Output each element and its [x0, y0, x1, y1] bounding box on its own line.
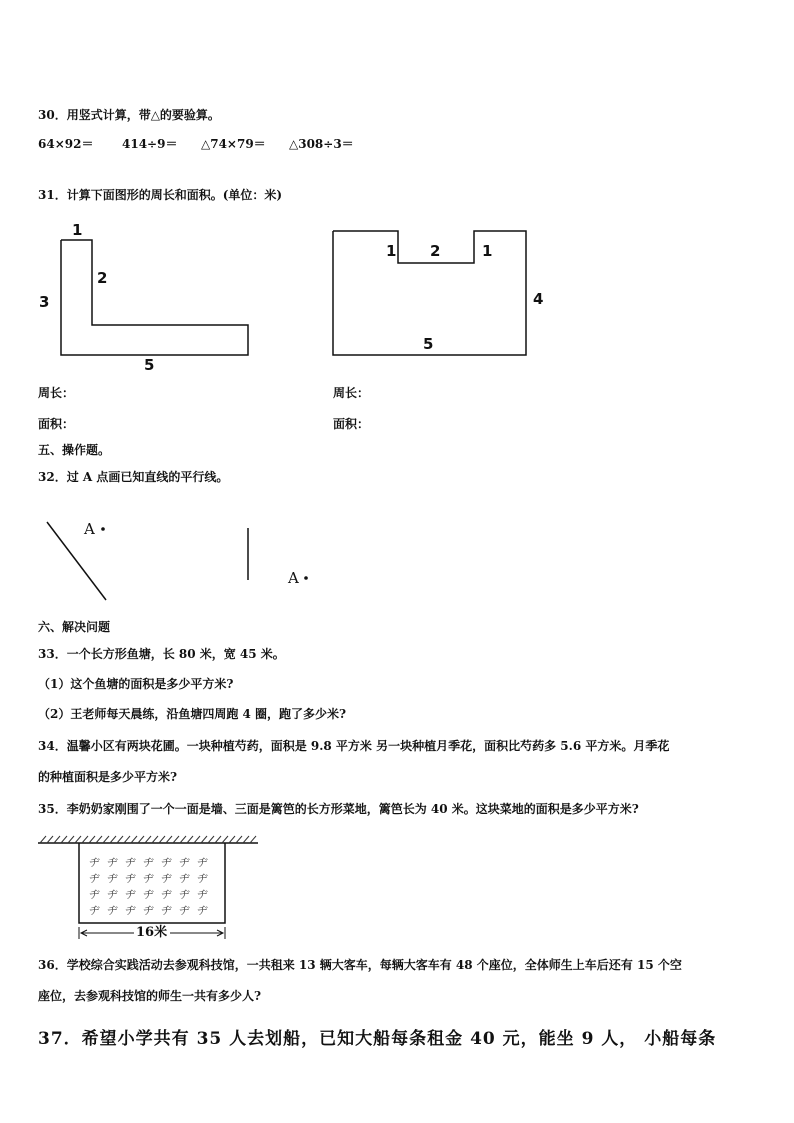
q30-title: 30．用竖式计算，带△的要验算。 — [38, 108, 220, 122]
q30-item-4: △308÷3＝ — [289, 137, 354, 151]
q35-dimension-label: 16米 — [136, 925, 168, 940]
svg-text:ヂ: ヂ — [143, 856, 154, 869]
section-5-heading: 五、操作题。 — [38, 443, 111, 457]
q32-point-a-1: A — [84, 520, 95, 538]
q35-title: 35．李奶奶家刚围了一个一面是墙、三面是篱笆的长方形菜地，篱笆长为 40 米。这块菜地的面积是多少平方米? — [38, 802, 639, 816]
q30-item-1: 64×92＝ — [38, 137, 94, 151]
fig1-perimeter-label: 周长： — [38, 386, 75, 400]
svg-text:ヂ: ヂ — [107, 904, 118, 917]
fig2-notch-mid-label: 2 — [430, 242, 441, 260]
fig2-notch-right-label: 1 — [482, 242, 493, 260]
fig2-notch-left-label: 1 — [386, 242, 397, 260]
svg-text:ヂ: ヂ — [161, 856, 172, 869]
q33-sub2: （2）王老师每天晨练，沿鱼塘四周跑 4 圈，跑了多少米? — [38, 707, 347, 721]
svg-text:ヂ: ヂ — [197, 856, 208, 869]
section-6-heading: 六、解决问题 — [38, 620, 111, 634]
svg-text:ヂ: ヂ — [107, 888, 118, 901]
svg-text:ヂ: ヂ — [107, 872, 118, 885]
svg-text:ヂ: ヂ — [125, 872, 136, 885]
svg-text:ヂ: ヂ — [179, 904, 190, 917]
q32-title: 32．过 A 点画已知直线的平行线。 — [38, 470, 229, 484]
fig1-left-label: 3 — [39, 293, 50, 311]
fig2-bottom-label: 5 — [423, 335, 434, 353]
svg-text:ヂ: ヂ — [179, 872, 190, 885]
fig1-area-label: 面积： — [38, 417, 75, 431]
svg-text:ヂ: ヂ — [161, 872, 172, 885]
svg-text:ヂ: ヂ — [179, 856, 190, 869]
svg-text:ヂ: ヂ — [125, 904, 136, 917]
svg-text:ヂ: ヂ — [143, 888, 154, 901]
fig2-right-label: 4 — [533, 290, 544, 308]
q33-title: 33．一个长方形鱼塘，长 80 米，宽 45 米。 — [38, 647, 285, 661]
svg-text:ヂ: ヂ — [197, 888, 208, 901]
q30-item-3: △74×79＝ — [201, 137, 266, 151]
svg-text:ヂ: ヂ — [89, 904, 100, 917]
fig2-perimeter-label: 周长： — [333, 386, 370, 400]
svg-text:ヂ: ヂ — [161, 888, 172, 901]
q30-item-2: 414÷9＝ — [122, 137, 178, 151]
svg-text:ヂ: ヂ — [125, 888, 136, 901]
svg-text:ヂ: ヂ — [89, 856, 100, 869]
fig1-bottom-label: 5 — [144, 356, 155, 374]
svg-text:ヂ: ヂ — [125, 856, 136, 869]
fig1-top-label: 1 — [72, 221, 83, 239]
fig2-area-label: 面积： — [333, 417, 370, 431]
q34-line2: 的种植面积是多少平方米? — [38, 770, 178, 784]
svg-text:ヂ: ヂ — [197, 904, 208, 917]
svg-text:ヂ: ヂ — [89, 888, 100, 901]
q33-sub1: （1）这个鱼塘的面积是多少平方米? — [38, 677, 234, 691]
fig1-inner-label: 2 — [97, 269, 108, 287]
svg-text:ヂ: ヂ — [197, 872, 208, 885]
q36-line2: 座位，去参观科技馆的师生一共有多少人? — [38, 989, 262, 1003]
svg-text:ヂ: ヂ — [89, 872, 100, 885]
q37-text: 37．希望小学共有 35 人去划船，已知大船每条租金 40 元，能坐 9 人， 小船每条 — [38, 1029, 717, 1049]
q36-line1: 36．学校综合实践活动去参观科技馆，一共租来 13 辆大客车，每辆大客车有 48 个座位，全体师生上车后还有 15 个空 — [38, 958, 682, 972]
q31-title: 31．计算下面图形的周长和面积。(单位：米) — [38, 188, 283, 202]
q34-line1: 34．温馨小区有两块花圃。一块种植芍药，面积是 9.8 平方米 另一块种植月季花，面积比芍药多 5.6 平方米。月季花 — [38, 739, 670, 753]
svg-text:ヂ: ヂ — [143, 904, 154, 917]
svg-text:ヂ: ヂ — [179, 888, 190, 901]
svg-text:ヂ: ヂ — [107, 856, 118, 869]
q32-point-a-2: A — [288, 569, 299, 587]
svg-text:ヂ: ヂ — [161, 904, 172, 917]
svg-text:ヂ: ヂ — [143, 872, 154, 885]
